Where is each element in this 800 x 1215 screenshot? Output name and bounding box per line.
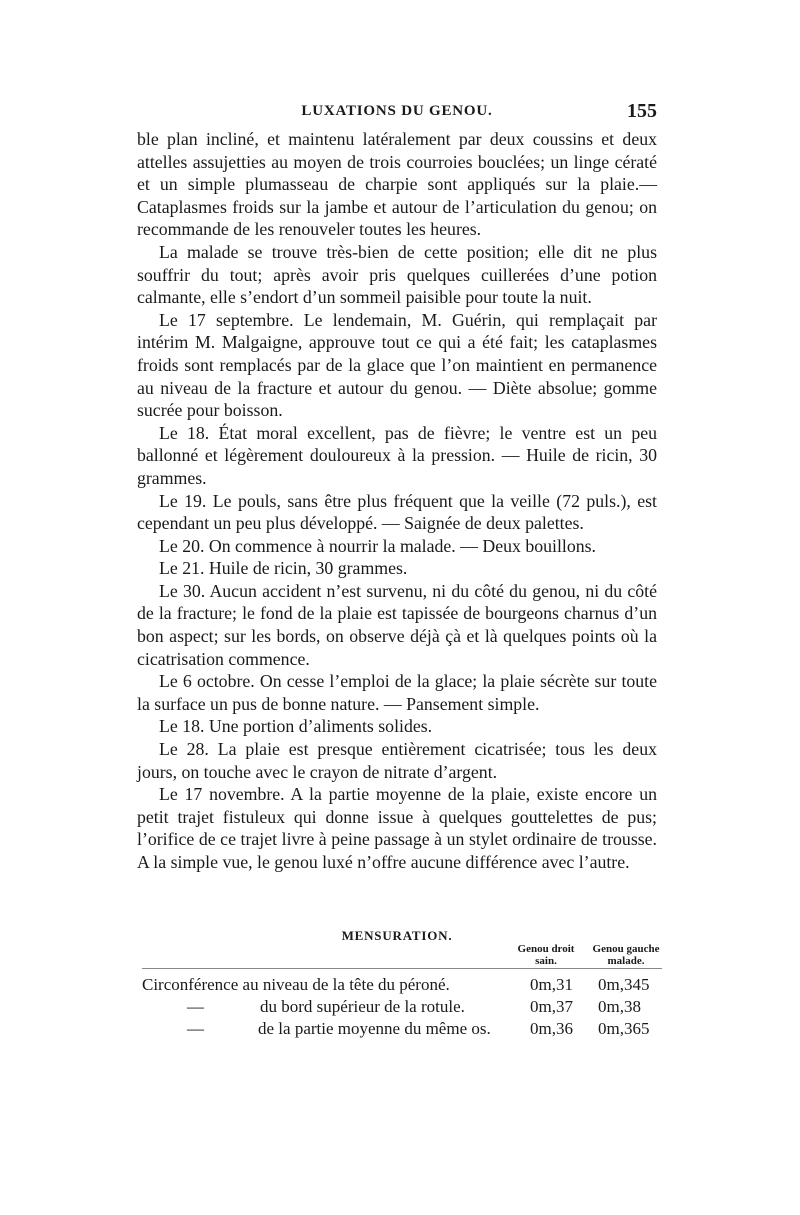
body-text (137, 128, 657, 874)
column-header-line: malade. (607, 955, 645, 967)
value-left-knee: 0m,365 (598, 1019, 650, 1038)
paragraph: Le 30. Aucun accident n’est survenu, ni du côté du genou, ni du côté de la fracture; le fond de la plaie est tapissée de bourgeons charnus d’un bon aspect; sur les bords, on observe déjà çà et là quelques points où la cicatrisation commence. (137, 580, 657, 669)
value-left-knee: 0m,38 (598, 997, 641, 1016)
paragraph: ble plan incliné, et maintenu latéralement par deux coussins et deux attelles assujetties au moyen de trois courroies bouclées; un linge cératé et un simple plumasseau de charpie sont appliqués sur la plaie.— Cataplasmes froids sur la jambe et autour de l’articulation du genou; on recommande de les renouveler toutes les heures. (137, 129, 657, 240)
column-header-line: Genou droit (517, 943, 575, 955)
table-row (142, 1018, 667, 1040)
paragraph: Le 17 novembre. A la partie moyenne de la plaie, existe encore un petit trajet fistuleux qui donne issue à quelques gouttelettes de pus; l’orifice de ce trajet livre à peine passage à un stylet ordinaire de trousse. A la simple vue, le genou luxé n’offre aucune différence avec l’autre. (137, 784, 657, 872)
column-header-line: sain. (535, 955, 557, 967)
column-header-line: Genou gauche (592, 943, 660, 955)
value-right-knee: 0m,31 (530, 975, 573, 994)
table-row (142, 974, 667, 996)
mensuration-title: MENSURATION. (341, 928, 453, 943)
paragraph: Le 20. On commence à nourrir la malade. — Deux bouillons. (159, 535, 596, 556)
paragraph: Le 21. Huile de ricin, 30 grammes. (159, 558, 408, 579)
paragraph: Le 17 septembre. Le lendemain, M. Guérin, qui remplaçait par intérim M. Malgaigne, approuve tout ce qui a été fait; les cataplasmes froids sont remplacés par de la glace que l’on maintient en permanence au niveau de la fracture et autour du genou. — Diète absolue; gomme sucrée pour boisson. (137, 309, 657, 421)
paragraph: Le 18. Une portion d’aliments solides. (159, 716, 433, 737)
paragraph: La malade se trouve très-bien de cette position; elle dit ne plus souffrir du tout; après avoir pris quelques cuillerées d’une potion calmante, elle s’endort d’un sommeil paisible pour toute la nuit. (137, 241, 657, 308)
value-left-knee: 0m,345 (598, 975, 650, 994)
paragraph: Le 18. État moral excellent, pas de fièvre; le ventre est un peu ballonné et légèrement douloureux à la pression. — Huile de ricin, 30 grammes. (137, 422, 657, 488)
paragraph: Le 6 octobre. On cesse l’emploi de la glace; la plaie sécrète sur toute la surface un pus de bonne nature. — Pansement simple. (137, 671, 657, 714)
paragraph: Le 28. La plaie est presque entièrement cicatrisée; tous les deux jours, on touche avec le crayon de nitrate d’argent. (137, 739, 657, 782)
row-label: du bord supérieur de la rotule. (260, 997, 465, 1016)
value-right-knee: 0m,36 (530, 1019, 573, 1038)
table-row (142, 996, 667, 1018)
row-label: de la partie moyenne du même os. (258, 1019, 491, 1038)
ditto-dash: — (187, 1019, 204, 1038)
page-header (137, 100, 657, 129)
running-title: LUXATIONS DU GENOU. (301, 103, 493, 119)
page-number: 155 (627, 100, 657, 122)
ditto-dash: — (187, 997, 204, 1016)
row-label: Circonférence au niveau de la tête du péroné. (142, 975, 450, 994)
value-right-knee: 0m,37 (530, 997, 573, 1016)
paragraph: Le 19. Le pouls, sans être plus fréquent que la veille (72 puls.), est cependant un peu plus développé. — Saignée de deux palettes. (137, 490, 657, 534)
column-header-left-knee (586, 943, 666, 967)
table-rule (142, 968, 662, 969)
column-header-right-knee (508, 943, 584, 967)
